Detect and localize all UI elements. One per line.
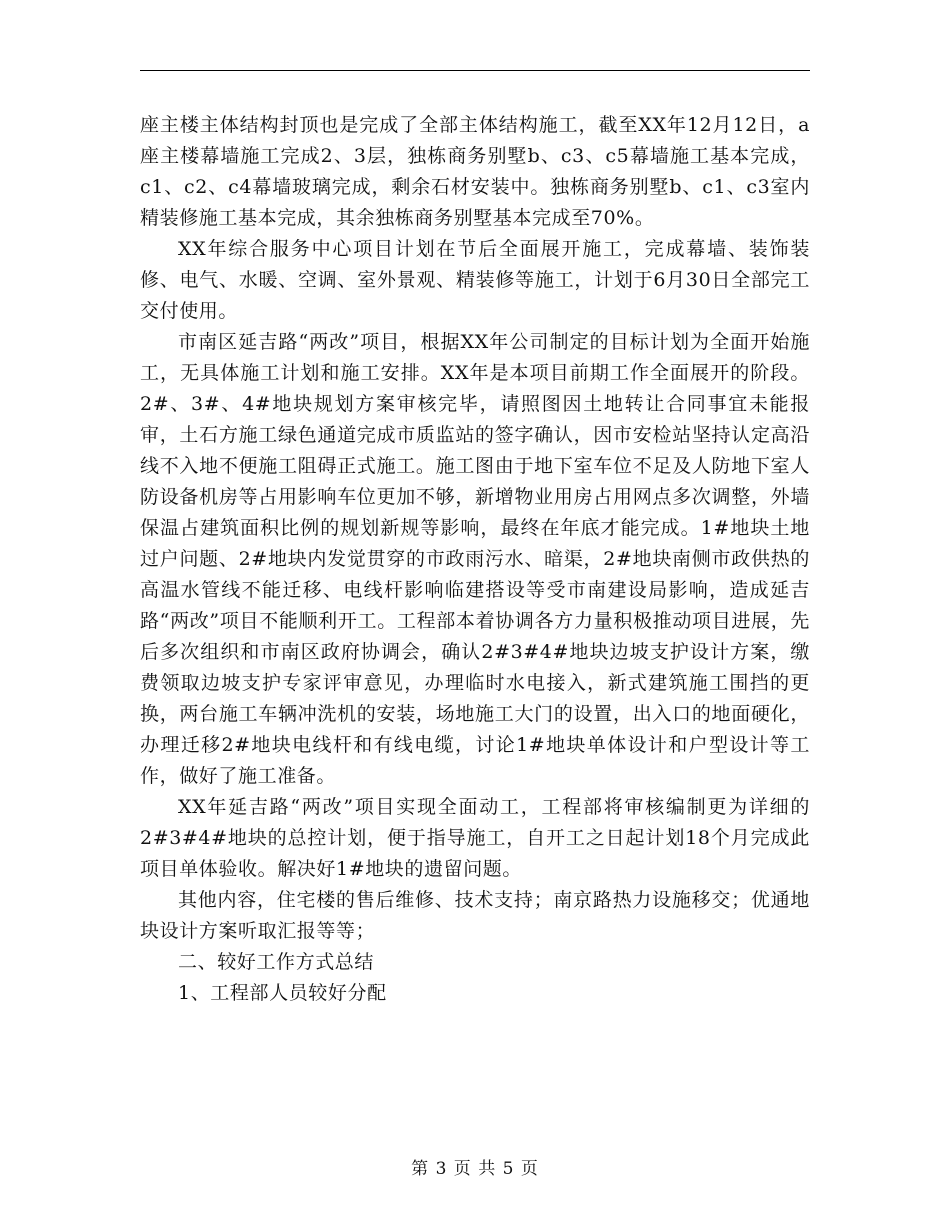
subsection-heading: 1、工程部人员较好分配 [178, 982, 387, 1004]
document-body [140, 110, 810, 1009]
paragraph-1: 座主楼主体结构封顶也是完成了全部主体结构施工，截至XX年12月12日，a座主楼幕墙施工完成2、3层，独栋商务别墅b、c3、c5幕墙施工基本完成，c1、c2、c4幕墙玻璃完成，剩余石材安装中。独栋商务别墅b、c1、c3室内精装修施工基本完成，其余独栋商务别墅基本完成至70%。 [140, 114, 810, 229]
header-rule [140, 70, 810, 71]
section-heading: 二、较好工作方式总结 [178, 951, 375, 973]
paragraph-5: 其他内容，住宅楼的售后维修、技术支持；南京路热力设施移交；优通地块设计方案听取汇报等等； [140, 889, 810, 942]
page-number-footer: 第 3 页 共 5 页 [411, 1159, 539, 1179]
paragraph-4: XX年延吉路“两改”项目实现全面动工，工程部将审核编制更为详细的2#3#4#地块的总控计划，便于指导施工，自开工之日起计划18个月完成此项目单体验收。解决好1#地块的遗留问题。 [140, 796, 810, 880]
paragraph-2: XX年综合服务中心项目计划在节后全面展开施工，完成幕墙、装饰装修、电气、水暖、空调、室外景观、精装修等施工，计划于6月30日全部完工交付使用。 [140, 238, 810, 322]
paragraph-3: 市南区延吉路“两改”项目，根据XX年公司制定的目标计划为全面开始施工，无具体施工计划和施工安排。XX年是本项目前期工作全面展开的阶段。2#、3#、4#地块规划方案审核完毕，请照图因土地转让合同事宜未能报审，土石方施工绿色通道完成市质监站的签字确认，因市安检站坚持认定高沿线不入地不便施工阻碍正式施工。施工图由于地下室车位不足及人防地下室人防设备机房等占用影响车位更加不够，新增物业用房占用网点多次调整，外墙保温占建筑面积比例的规划新规等影响，最终在年底才能完成。1#地块土地过户问题、2#地块内发觉贯穿的市政雨污水、暗渠，2#地块南侧市政供热的高温水管线不能迁移、电线杆影响临建搭设等受市南建设局影响，造成延吉路“两改”项目不能顺利开工。工程部本着协调各方力量积极推动项目进展，先后多次组织和市南区政府协调会，确认2#3#4#地块边坡支护设计方案，缴费领取边坡支护专家评审意见，办理临时水电接入，新式建筑施工围挡的更换，两台施工车辆冲洗机的安装，场地施工大门的设置，出入口的地面硬化，办理迁移2#地块电线杆和有线电缆，讨论1#地块单体设计和户型设计等工作，做好了施工准备。 [140, 331, 810, 787]
